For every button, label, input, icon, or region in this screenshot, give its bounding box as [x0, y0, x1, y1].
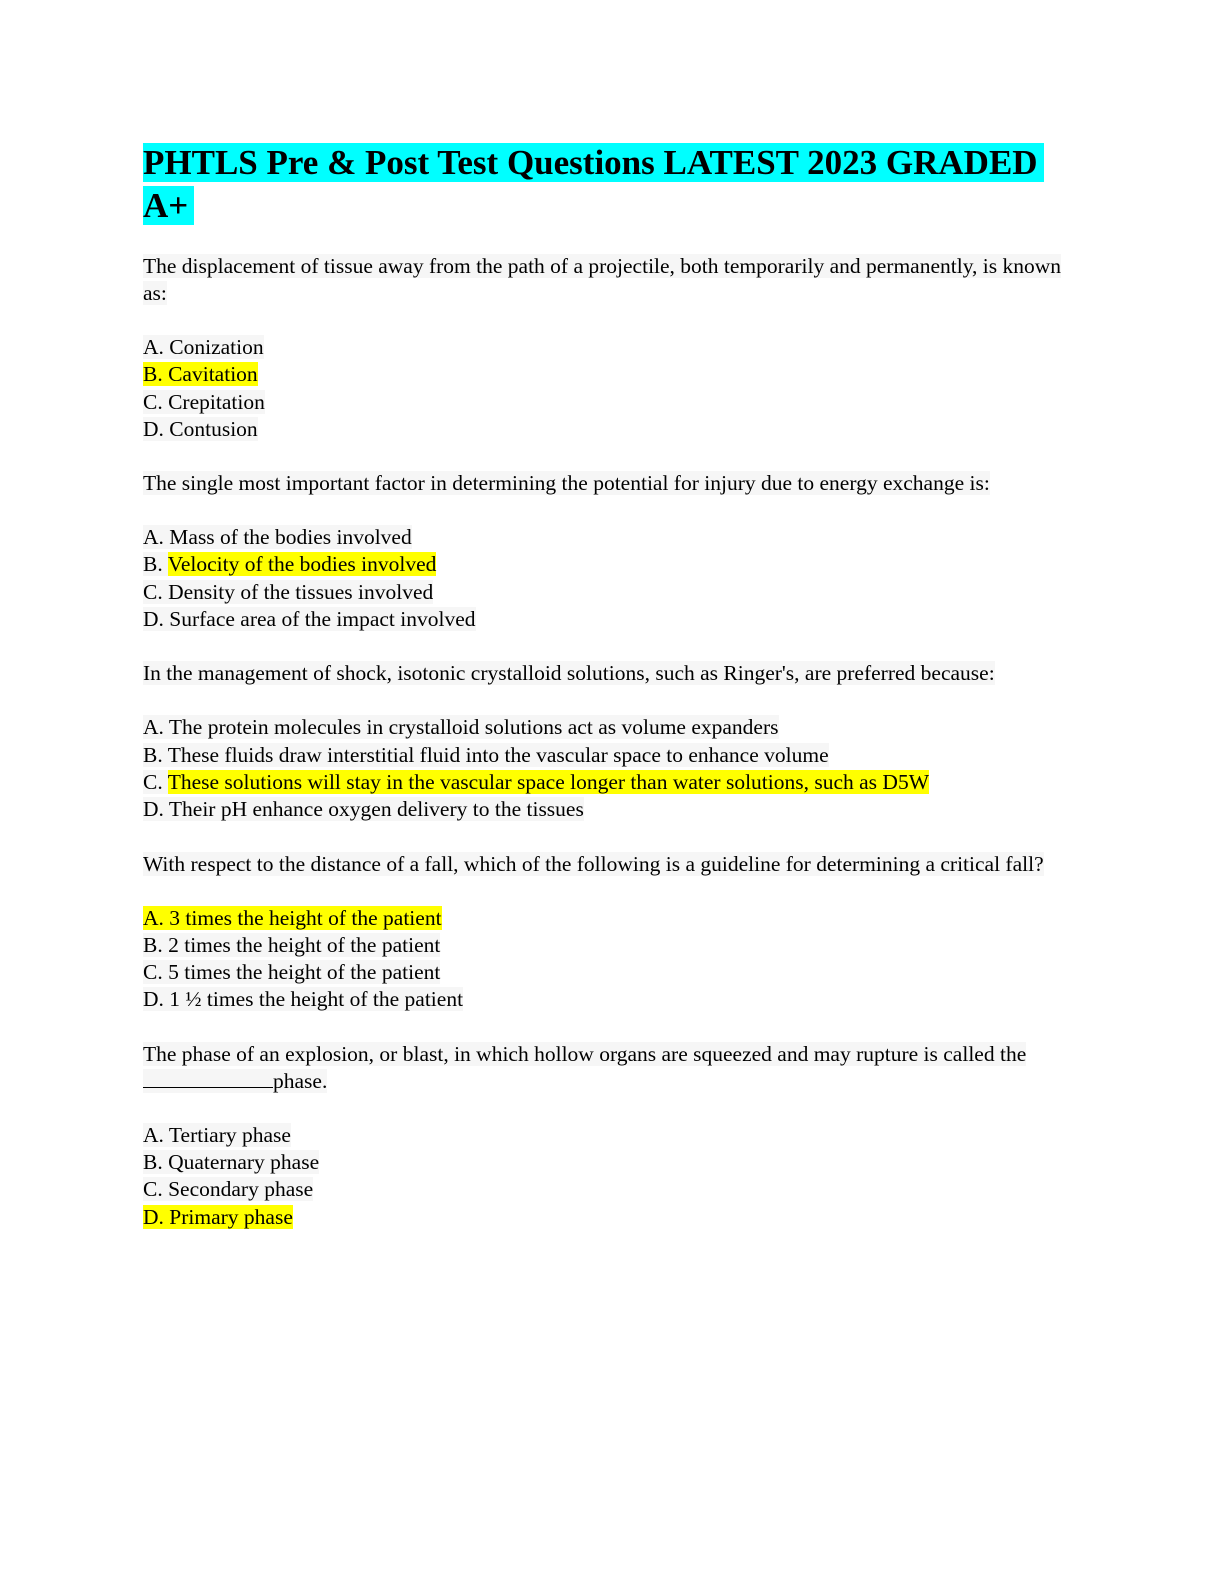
- option-d: D. Their pH enhance oxygen delivery to the tissues: [143, 797, 584, 822]
- options-list: [143, 905, 1083, 1014]
- question-1: [143, 253, 1083, 443]
- option-c: C. 5 times the height of the patient: [143, 960, 441, 985]
- option-a-correct: A. 3 times the height of the patient: [143, 905, 442, 930]
- option-b: B. 2 times the height of the patient: [143, 932, 441, 957]
- question-5: [143, 1041, 1083, 1231]
- answer-blank: [143, 1069, 273, 1088]
- document-title: [143, 141, 1083, 227]
- option-c: C. Secondary phase: [143, 1177, 314, 1202]
- question-text: In the management of shock, isotonic crystalloid solutions, such as Ringer's, are preferred because:: [143, 661, 995, 686]
- option-d: D. Contusion: [143, 416, 258, 441]
- option-a: A. The protein molecules in crystalloid solutions act as volume expanders: [143, 715, 779, 740]
- question-text: The single most important factor in determining the potential for injury due to energy exchange is:: [143, 471, 990, 496]
- options-list: [143, 714, 1083, 823]
- question-text: The phase of an explosion, or blast, in which hollow organs are squeezed and may rupture is called thephase.: [143, 1041, 1027, 1093]
- option-d: D. 1 ½ times the height of the patient: [143, 987, 464, 1012]
- option-a: A. Tertiary phase: [143, 1122, 291, 1147]
- question-3: [143, 660, 1083, 823]
- option-c-correct: C. These solutions will stay in the vascular space longer than water solutions, such as D5W: [143, 769, 929, 794]
- option-a: A. Mass of the bodies involved: [143, 525, 412, 550]
- option-b: B. These fluids draw interstitial fluid into the vascular space to enhance volume: [143, 742, 829, 767]
- title-text: PHTLS Pre & Post Test Questions LATEST 2023 GRADED A+: [143, 143, 1044, 225]
- option-c: C. Crepitation: [143, 389, 265, 414]
- document-page: [143, 141, 1083, 1231]
- option-b-correct: B. Velocity of the bodies involved: [143, 552, 437, 577]
- question-text: The displacement of tissue away from the path of a projectile, both temporarily and permanently, is known as:: [143, 254, 1062, 305]
- option-c: C. Density of the tissues involved: [143, 579, 434, 604]
- question-2: [143, 470, 1083, 633]
- option-b: B. Quaternary phase: [143, 1150, 320, 1175]
- question-text: With respect to the distance of a fall, which of the following is a guideline for determining a critical fall?: [143, 851, 1044, 876]
- option-a: A. Conization: [143, 335, 264, 359]
- option-d-correct: D. Primary phase: [143, 1204, 293, 1229]
- option-d: D. Surface area of the impact involved: [143, 607, 476, 632]
- options-list: [143, 524, 1083, 633]
- options-list: [143, 334, 1083, 443]
- question-4: [143, 851, 1083, 1014]
- option-b-correct: B. Cavitation: [143, 362, 258, 387]
- options-list: [143, 1122, 1083, 1231]
